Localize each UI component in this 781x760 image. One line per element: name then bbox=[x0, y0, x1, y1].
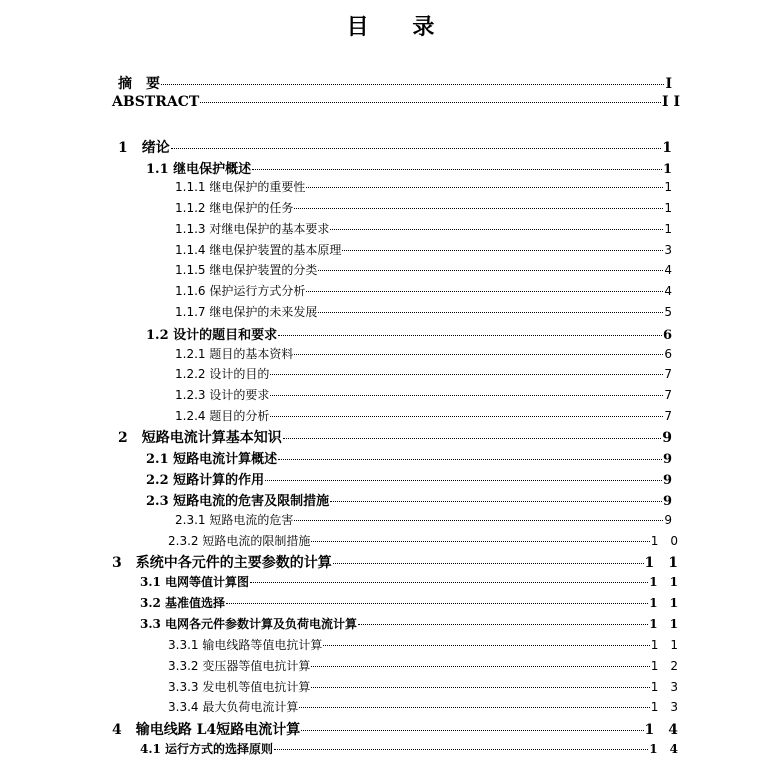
toc-entry[interactable] bbox=[175, 407, 672, 427]
toc-entry-page: 1 0 bbox=[650, 534, 678, 548]
toc-entry-page: 1 1 bbox=[644, 555, 678, 571]
toc-entry-label: 3.1 电网等值计算图 bbox=[140, 575, 250, 589]
toc-entry-label: 3.3.3 发电机等值电抗计算 bbox=[168, 680, 311, 694]
toc-entry-label: 1.1.5 继电保护装置的分类 bbox=[175, 263, 318, 277]
toc-entry-label: 1.1.7 继电保护的未来发展 bbox=[175, 305, 318, 319]
toc-entry-label: 1.2.1 题目的基本资料 bbox=[175, 347, 294, 361]
toc-entry-label: 3.3.1 输电线路等值电抗计算 bbox=[168, 638, 323, 652]
toc-entry-label: 2.1 短路电流计算概述 bbox=[146, 452, 278, 467]
toc-leader-dots bbox=[278, 459, 662, 460]
toc-entry-label: 2.3 短路电流的危害及限制措施 bbox=[146, 494, 330, 509]
toc-entry[interactable] bbox=[118, 137, 672, 157]
toc-entry-page: 3 bbox=[664, 243, 672, 257]
toc-leader-dots bbox=[294, 208, 663, 209]
toc-entry-label: 1.1.3 对继电保护的基本要求 bbox=[175, 222, 330, 236]
toc-entry-label: 摘 要 bbox=[118, 76, 160, 92]
toc-entry-page: 9 bbox=[662, 430, 672, 446]
toc-entry-label: 2 短路电流计算基本知识 bbox=[118, 430, 282, 446]
toc-entry[interactable] bbox=[168, 636, 678, 656]
toc-leader-dots bbox=[161, 84, 664, 85]
toc-leader-dots bbox=[358, 624, 648, 625]
toc-entry[interactable] bbox=[175, 345, 672, 365]
toc-entry-page: 7 bbox=[664, 367, 672, 381]
toc-entry-page: 1 1 bbox=[649, 596, 678, 610]
toc-leader-dots bbox=[283, 438, 662, 439]
toc-entry[interactable] bbox=[168, 657, 678, 677]
toc-entry-label: 3.3.2 变压器等值电抗计算 bbox=[168, 659, 311, 673]
toc-entry-page: I bbox=[665, 76, 672, 92]
toc-entry-page: 1 bbox=[662, 140, 672, 156]
toc-entry[interactable] bbox=[175, 220, 672, 240]
toc-leader-dots bbox=[318, 312, 663, 313]
toc-leader-dots bbox=[226, 603, 648, 604]
toc-entry-page: 1 bbox=[664, 201, 672, 215]
toc-entry-label: 1.1 继电保护概述 bbox=[146, 162, 252, 177]
toc-entry-page: 6 bbox=[662, 328, 672, 343]
toc-entry-label: 4.1 运行方式的选择原则 bbox=[140, 742, 274, 756]
toc-entry[interactable] bbox=[168, 698, 678, 718]
toc-entry-page: 1 2 bbox=[650, 659, 678, 673]
toc-entry-page: 7 bbox=[664, 409, 672, 423]
toc-entry[interactable] bbox=[118, 427, 672, 447]
toc-leader-dots bbox=[252, 169, 662, 170]
toc-entry[interactable] bbox=[140, 740, 678, 760]
toc-leader-dots bbox=[294, 354, 663, 355]
toc-entry-label: 3.2 基准值选择 bbox=[140, 596, 226, 610]
toc-leader-dots bbox=[306, 187, 663, 188]
toc-entry[interactable] bbox=[118, 73, 672, 93]
toc-leader-dots bbox=[265, 480, 662, 481]
toc-entry-page: 1 bbox=[664, 222, 672, 236]
toc-entry-label: 1.1.2 继电保护的任务 bbox=[175, 201, 294, 215]
toc-entry[interactable] bbox=[146, 158, 672, 178]
toc-entry-page: 1 1 bbox=[649, 575, 678, 589]
toc-leader-dots bbox=[270, 395, 663, 396]
toc-entry-page: 1 bbox=[664, 180, 672, 194]
toc-entry-page: 4 bbox=[664, 263, 672, 277]
toc-entry-page: 5 bbox=[664, 305, 672, 319]
toc-entry-page: 1 1 bbox=[650, 638, 678, 652]
toc-leader-dots bbox=[274, 749, 648, 750]
toc-title: 目 录 bbox=[346, 15, 453, 40]
toc-entry[interactable] bbox=[146, 324, 672, 344]
toc-leader-dots bbox=[311, 541, 649, 542]
toc-entry-label: 1.1.1 继电保护的重要性 bbox=[175, 180, 306, 194]
toc-leader-dots bbox=[342, 250, 663, 251]
toc-entry-page: 9 bbox=[662, 452, 672, 467]
toc-entry[interactable] bbox=[140, 615, 678, 635]
toc-entry-label: 4 输电线路 L4短路电流计算 bbox=[112, 722, 301, 738]
toc-entry-page: I I bbox=[662, 94, 680, 110]
toc-entry[interactable] bbox=[175, 199, 672, 219]
toc-entry[interactable] bbox=[175, 241, 672, 261]
toc-entry-page: 4 bbox=[664, 284, 672, 298]
toc-entry[interactable] bbox=[175, 365, 672, 385]
toc-entry[interactable] bbox=[146, 469, 672, 489]
toc-entry[interactable] bbox=[112, 94, 680, 114]
toc-leader-dots bbox=[200, 102, 661, 103]
toc-leader-dots bbox=[278, 335, 662, 336]
toc-leader-dots bbox=[333, 563, 644, 564]
toc-leader-dots bbox=[171, 148, 662, 149]
toc-entry-page: 1 bbox=[662, 162, 672, 177]
toc-entry-label: 3.3.4 最大负荷电流计算 bbox=[168, 700, 299, 714]
toc-entry-page: 1 4 bbox=[649, 742, 678, 756]
toc-leader-dots bbox=[318, 270, 663, 271]
toc-entry[interactable] bbox=[146, 448, 672, 468]
toc-entry[interactable] bbox=[175, 303, 672, 323]
toc-entry-page: 9 bbox=[662, 494, 672, 509]
toc-leader-dots bbox=[323, 645, 649, 646]
toc-leader-dots bbox=[330, 501, 662, 502]
toc-entry[interactable] bbox=[140, 573, 678, 593]
toc-entry-label: 3 系统中各元件的主要参数的计算 bbox=[112, 555, 332, 571]
toc-entry[interactable] bbox=[175, 261, 672, 281]
toc-leader-dots bbox=[330, 229, 663, 230]
toc-leader-dots bbox=[270, 374, 663, 375]
toc-entry-label: 1 绪论 bbox=[118, 140, 170, 156]
toc-entry-page: 7 bbox=[664, 388, 672, 402]
toc-entry[interactable] bbox=[175, 511, 672, 531]
toc-leader-dots bbox=[311, 666, 649, 667]
toc-entry-page: 1 3 bbox=[650, 700, 678, 714]
toc-entry-page: 1 1 bbox=[649, 617, 678, 631]
toc-entry[interactable] bbox=[175, 282, 672, 302]
toc-entry[interactable] bbox=[168, 678, 678, 698]
toc-entry-label: 1.1.4 继电保护装置的基本原理 bbox=[175, 243, 342, 257]
toc-entry-label: 3.3 电网各元件参数计算及负荷电流计算 bbox=[140, 617, 358, 631]
toc-entry[interactable] bbox=[140, 594, 678, 614]
toc-entry-label: 2.2 短路计算的作用 bbox=[146, 473, 265, 488]
toc-leader-dots bbox=[301, 730, 643, 731]
toc-leader-dots bbox=[294, 520, 663, 521]
toc-entry-label: 2.3.2 短路电流的限制措施 bbox=[168, 534, 311, 548]
toc-entry[interactable] bbox=[146, 490, 672, 510]
toc-entry-label: 1.1.6 保护运行方式分析 bbox=[175, 284, 306, 298]
toc-leader-dots bbox=[250, 582, 648, 583]
toc-entry[interactable] bbox=[175, 178, 672, 198]
toc-entry-label: 1.2 设计的题目和要求 bbox=[146, 328, 278, 343]
toc-entry-page: 6 bbox=[664, 347, 672, 361]
toc-leader-dots bbox=[299, 707, 649, 708]
toc-entry-page: 9 bbox=[662, 473, 672, 488]
toc-entry-label: 2.3.1 短路电流的危害 bbox=[175, 513, 294, 527]
toc-entry-page: 1 3 bbox=[650, 680, 678, 694]
toc-entry[interactable] bbox=[112, 719, 678, 739]
toc-entry-page: 9 bbox=[664, 513, 672, 527]
toc-leader-dots bbox=[270, 416, 663, 417]
toc-entry[interactable] bbox=[175, 386, 672, 406]
toc-entry-label: ABSTRACT bbox=[112, 94, 200, 110]
toc-entry[interactable] bbox=[112, 552, 678, 572]
toc-entry-page: 1 4 bbox=[644, 722, 678, 738]
toc-leader-dots bbox=[311, 687, 649, 688]
toc-entry-label: 1.2.2 设计的目的 bbox=[175, 367, 270, 381]
toc-entry-label: 1.2.3 设计的要求 bbox=[175, 388, 270, 402]
toc-entry[interactable] bbox=[168, 532, 678, 552]
toc-leader-dots bbox=[306, 291, 663, 292]
toc-entry-label: 1.2.4 题目的分析 bbox=[175, 409, 270, 423]
